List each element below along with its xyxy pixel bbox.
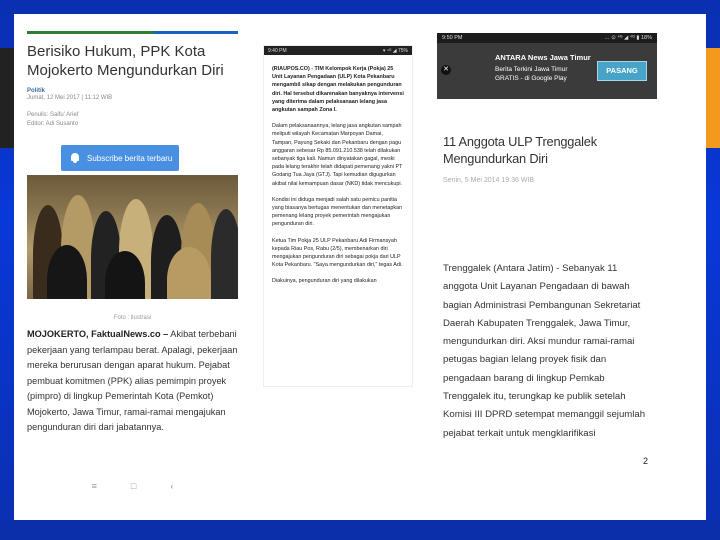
left-accent-bar <box>0 48 14 148</box>
banner-text-line-2: GRATIS - di Google Play <box>495 75 567 82</box>
article-editor: Editor: Adi Susanto <box>27 121 79 127</box>
category-link[interactable]: Politik <box>27 88 46 94</box>
paragraph-5: Diakuinya, pengunduran diri yang dilakukan <box>272 278 377 285</box>
paragraph-1: (RIAUPOS.CO) - TIM Kelompok Kerja (Pokja) 25 Unit Layanan Pengadaan (ULP) Kota Pekanbaru mengambil sikap dengan melakukan pengunduran diri. Hal tersebut dikarenakan banyaknya intervensi yang diterima dalam pelaksanaan lelang jasa angkutan sampah Zona I. <box>272 66 404 114</box>
bell-icon <box>69 152 81 164</box>
article-screenshot-antara <box>437 33 657 473</box>
right-accent-bar <box>706 48 720 148</box>
article-date: Senin, 5 Mei 2014 19:36 WIB <box>443 177 535 184</box>
status-time: 9:50 PM <box>442 35 463 41</box>
menu-icon[interactable]: ≡ <box>91 481 97 491</box>
article-photo <box>27 175 238 299</box>
android-nav-bar <box>27 481 238 495</box>
status-bar <box>437 33 657 43</box>
article-headline: 11 Anggota ULP Trenggalek Mengundurkan Diri <box>443 134 597 166</box>
app-install-banner <box>437 43 657 99</box>
subscribe-label: Subscribe berita terbaru <box>87 153 173 163</box>
article-body: Trenggalek (Antara Jatim) - Sebanyak 11 anggota Unit Layanan Pengadaan di bawah bagian Administrasi Pembangunan Sekretariat Daerah Kabupaten Trenggalek, Jawa Timur, mengundurkan diri. Aksi mundur ramai-ramai petugas bagian lelang proyek fisik dan pengadaan barang di lingkup Pemkab Trenggalek itu, terungkap ke publik setelah Komisi III DPRD setempat memanggil sejumlah pejabat terkait untuk mengklarifikasi <box>443 263 646 439</box>
back-icon[interactable]: ‹ <box>170 481 174 491</box>
photo-caption: Foto : ilustrasi <box>113 315 152 321</box>
bottom-band <box>0 520 720 540</box>
install-button[interactable]: PASANG <box>597 61 647 81</box>
banner-text <box>495 65 568 83</box>
article-lead: MOJOKERTO, FaktualNews.co – <box>27 329 169 339</box>
banner-text-line-1: Berita Terkini Jawa Timur <box>495 66 568 73</box>
article-text-block <box>264 55 412 286</box>
status-icons: … ⊙ ⁴ᴳ ◢ ⁴ᴳ ▮ 18% <box>604 35 652 41</box>
paragraph-4: Ketua Tim Pokja 25 ULP Pekanbaru Adi Firmansyah kepada Riau Pos, Rabu (2/5), membenarkan diri mengajukan pengunduran diri sebagai pokja dari ULP Kota Pekanbaru. "Saya mengundurkan diri," tegas Adi. <box>272 237 403 269</box>
article-screenshot-faktualnews <box>27 31 238 501</box>
article-screenshot-riaupos <box>263 45 413 387</box>
paragraph-2: Dalam pelaksanaannya, lelang jasa angkutan sampah meliputi wilayah Kecamatan Marpoyan Damai, Tampan, Payung Sekaki dan Pekanbaru dengan pagu anggaran sebesar Rp 85.091.210.538 telah dilakukan sebanyak tiga kali. Namun dinyatakan gagal, meski pada lelang terakhir telah didapati pemenang yakni PT Godang Tua Jaya (GTJ). Tapi kemudian digugurkan akibat nilai kemampuan dasar (NKD) tidak mencukupi. <box>272 123 403 187</box>
banner-title: ANTARA News Jawa Timur <box>495 53 591 62</box>
close-icon[interactable]: ✕ <box>441 65 451 75</box>
paragraph-3: Kondisi ini diduga menjadi salah satu pemicu panitia yang biasanya bertugas menentukan dan menetapkan pemenang lelang proyek pemerintah mengajukan pengunduran diri. <box>272 196 403 228</box>
status-time: 9:40 PM <box>268 47 287 54</box>
page-number: 2 <box>643 456 649 466</box>
article-body <box>27 327 238 436</box>
status-icons: ▾ ⁴ᴳ ◢ 75% <box>382 47 408 54</box>
home-icon[interactable]: □ <box>130 481 137 491</box>
header-rule <box>27 31 238 34</box>
subscribe-button[interactable] <box>61 145 179 171</box>
article-writer: Penulis: Saifu' Arief <box>27 112 79 118</box>
article-text: Akibat terbebani pekerjaan yang terlampau berat. Apalagi, pekerjaan mereka berurusan dengan aparat hukum. Pejabat pembuat komitmen (PPK) alias pemimpin proyek (pimpro) di lingkup Pemerintah Kota (Pemkot) Mojokerto, Jawa Timur, ramai-ramai mengajukan pengunduran diri dari jabatannya. <box>27 329 238 432</box>
article-date: Jumat, 12 Mei 2017 | 11:12 WIB <box>27 95 113 101</box>
status-bar <box>264 46 412 55</box>
article-title: Berisiko Hukum, PPK Kota Mojokerto Mengundurkan Diri <box>27 43 224 79</box>
